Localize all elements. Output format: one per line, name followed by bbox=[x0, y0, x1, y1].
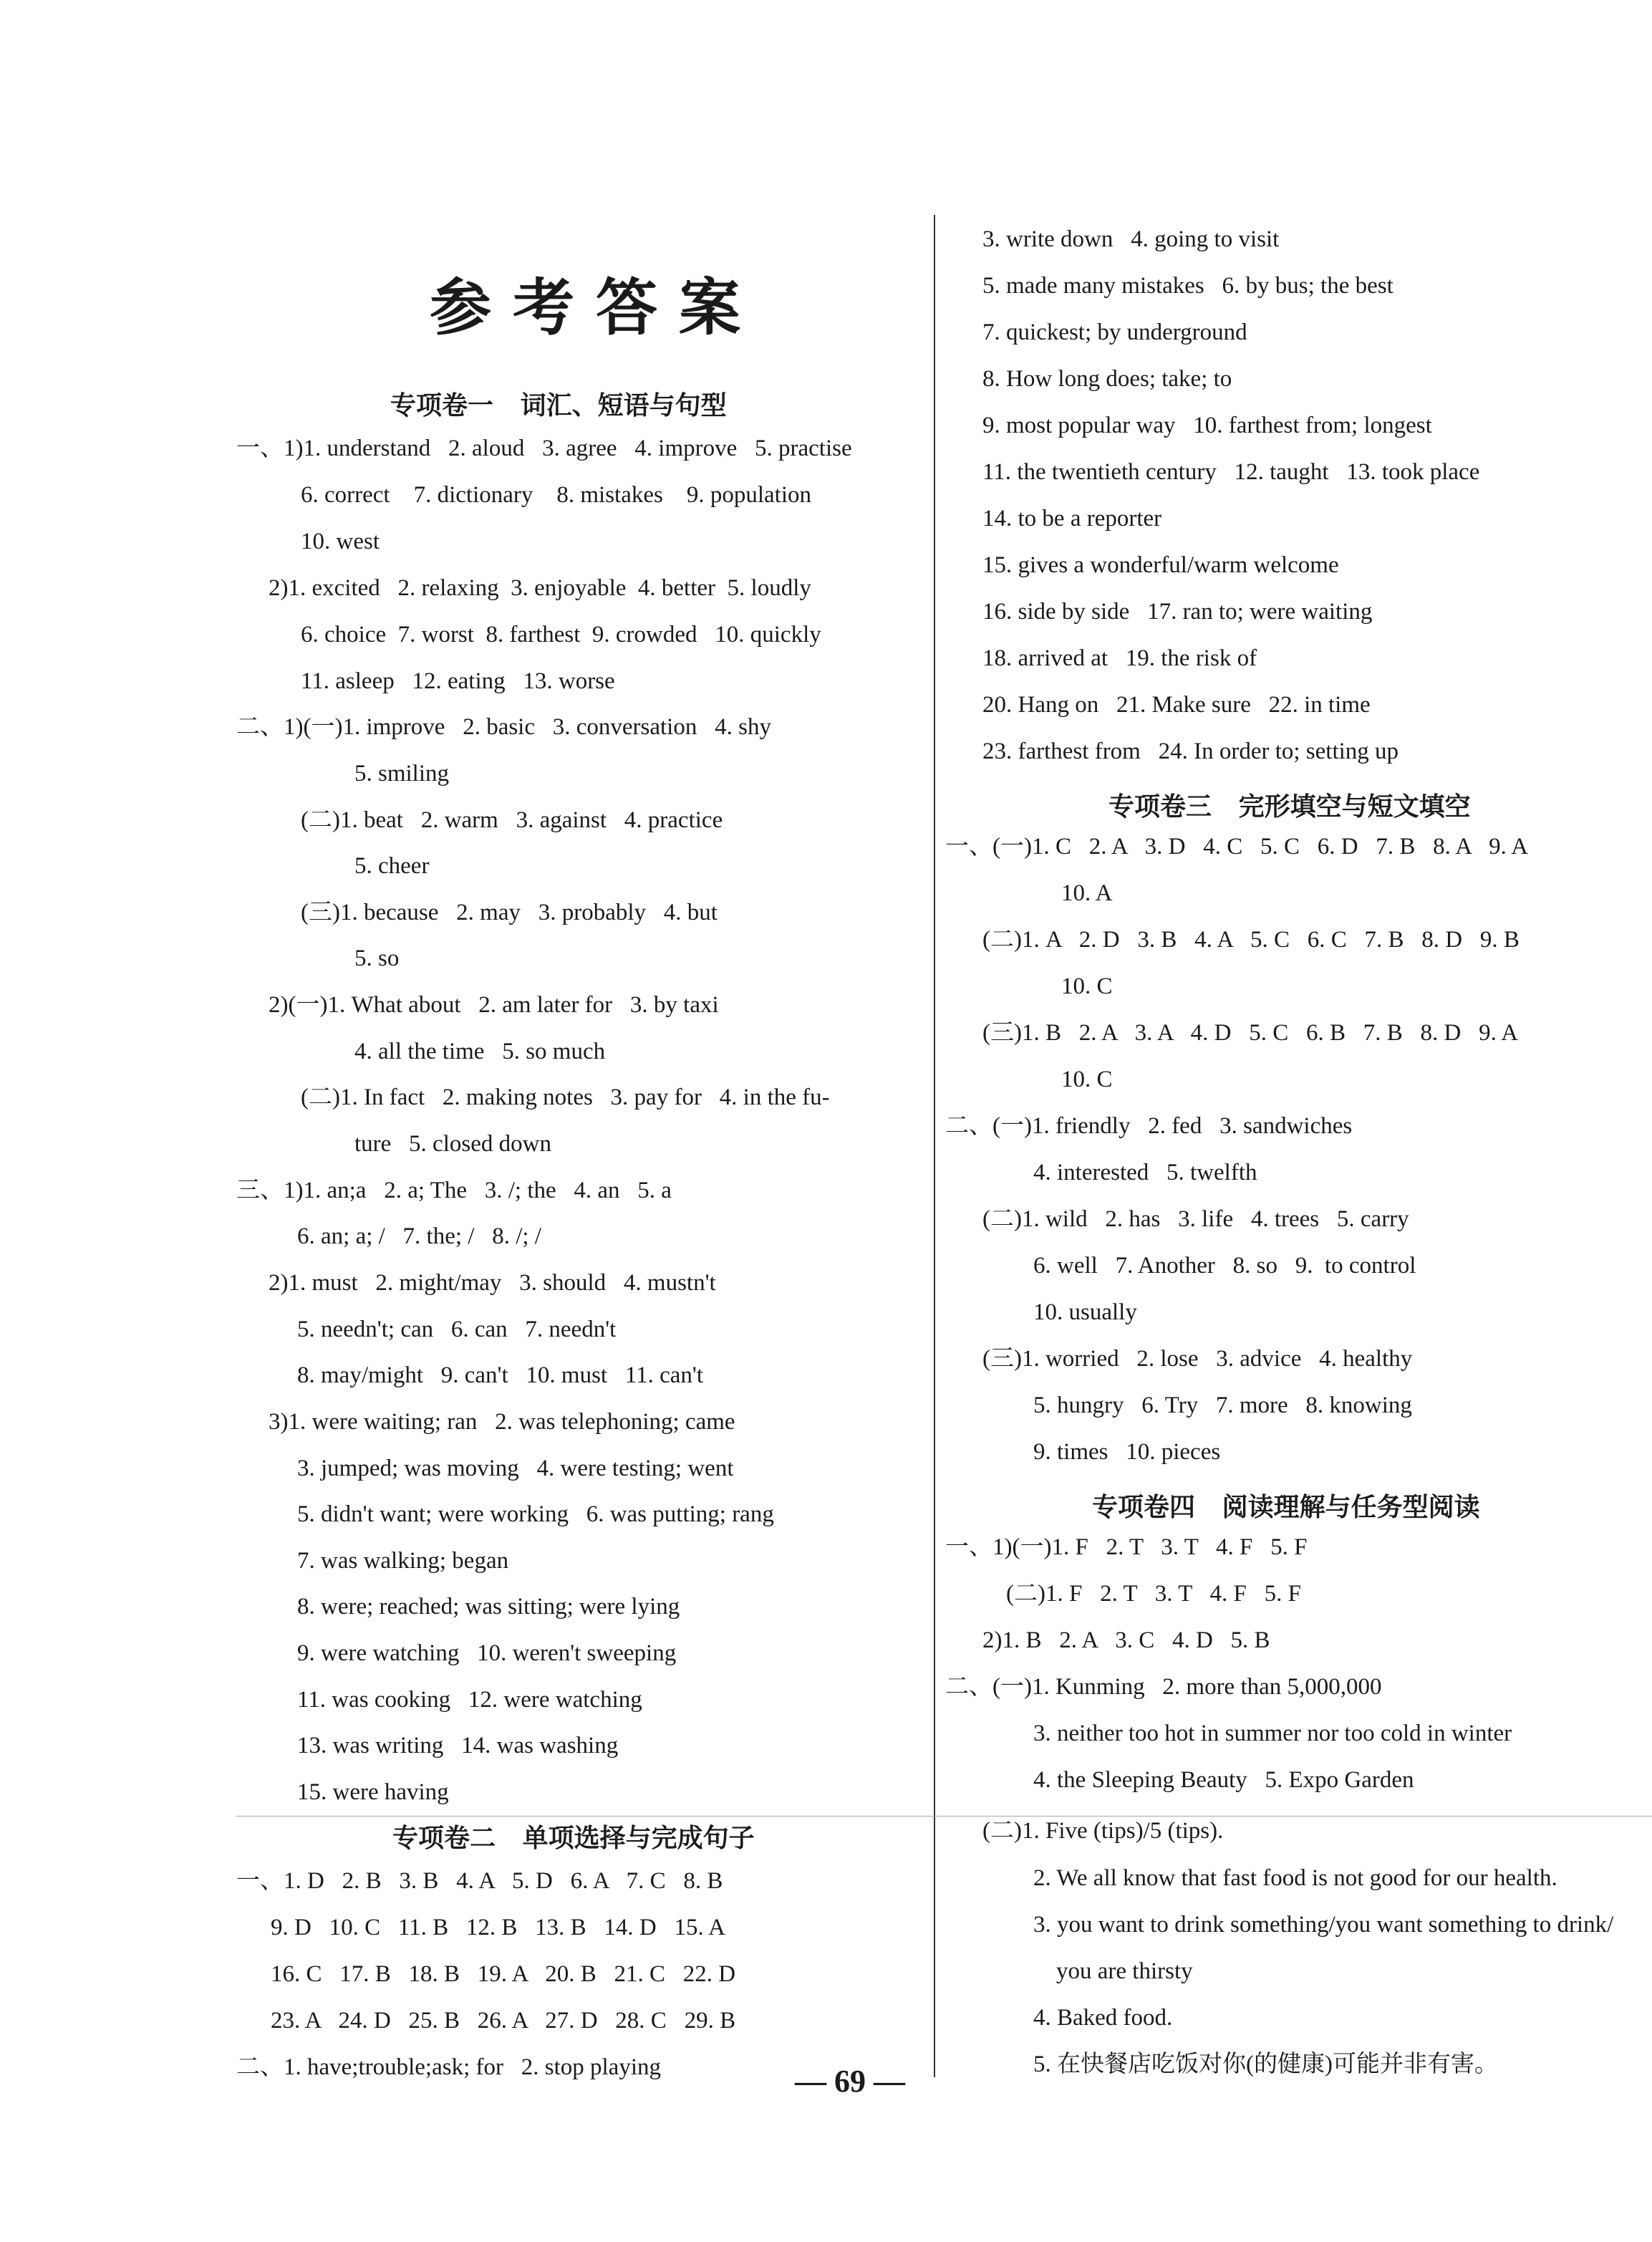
answer-line: 15. were having bbox=[297, 1779, 449, 1805]
answer-line: 9. times 10. pieces bbox=[1033, 1439, 1221, 1465]
section-divider bbox=[236, 1816, 1652, 1817]
answer-line: 5. so bbox=[354, 946, 400, 971]
answer-line: 5. cheer bbox=[354, 853, 430, 879]
answer-line: (二)1. In fact 2. making notes 3. pay for 4. in the fu- bbox=[301, 1084, 830, 1110]
answer-line: you are thirsty bbox=[1056, 1958, 1193, 1984]
answer-line: 11. the twentieth century 12. taught 13. took place bbox=[982, 459, 1480, 485]
answer-line: 23. A 24. D 25. B 26. A 27. D 28. C 29. B bbox=[271, 2008, 736, 2034]
page-number: — 69 — bbox=[795, 2064, 905, 2099]
answer-line: 16. C 17. B 18. B 19. A 20. B 21. C 22. D bbox=[271, 1961, 736, 1987]
answer-line: (三)1. B 2. A 3. A 4. D 5. C 6. B 7. B 8. D 9. A bbox=[982, 1020, 1519, 1046]
column-divider bbox=[934, 215, 935, 2077]
answer-line: 二、1)(一)1. improve 2. basic 3. conversation 4. shy bbox=[236, 714, 771, 740]
section-heading-2: 专项卷二 单项选择与完成句子 bbox=[392, 1824, 755, 1853]
answer-line: 一、1. D 2. B 3. B 4. A 5. D 6. A 7. C 8. B bbox=[236, 1868, 723, 1894]
answer-line: 2)(一)1. What about 2. am later for 3. by taxi bbox=[269, 992, 719, 1018]
answer-line: 10. C bbox=[1061, 1067, 1113, 1092]
section-heading-3: 专项卷三 完形填空与短文填空 bbox=[1108, 792, 1471, 822]
answer-line: 8. were; reached; was sitting; were lying bbox=[297, 1594, 680, 1620]
answer-line: 9. most popular way 10. farthest from; longest bbox=[982, 413, 1432, 438]
answer-line: 5. made many mistakes 6. by bus; the best bbox=[982, 273, 1393, 299]
answer-line: 一、1)(一)1. F 2. T 3. T 4. F 5. F bbox=[945, 1534, 1308, 1560]
answer-line: 4. interested 5. twelfth bbox=[1033, 1160, 1257, 1185]
answer-line: (三)1. because 2. may 3. probably 4. but bbox=[301, 900, 718, 925]
answer-line: 二、(一)1. Kunming 2. more than 5,000,000 bbox=[945, 1674, 1382, 1700]
answer-line: 6. an; a; / 7. the; / 8. /; / bbox=[297, 1223, 541, 1249]
answer-line: 2)1. excited 2. relaxing 3. enjoyable 4. better 5. loudly bbox=[269, 575, 811, 601]
answer-line: 3. neither too hot in summer nor too cold in winter bbox=[1033, 1721, 1512, 1746]
answer-line: 5. smiling bbox=[354, 761, 450, 786]
section-heading-4: 专项卷四 阅读理解与任务型阅读 bbox=[1092, 1493, 1480, 1522]
answer-line: 9. were watching 10. weren't sweeping bbox=[297, 1640, 677, 1666]
answer-line: 10. A bbox=[1061, 880, 1113, 906]
answer-line: 10. usually bbox=[1033, 1299, 1137, 1325]
answer-line: (三)1. worried 2. lose 3. advice 4. healthy bbox=[982, 1346, 1413, 1372]
answer-line: (二)1. wild 2. has 3. life 4. trees 5. carry bbox=[982, 1206, 1409, 1232]
answer-line: 4. the Sleeping Beauty 5. Expo Garden bbox=[1033, 1767, 1414, 1793]
answer-line: 6. well 7. Another 8. so 9. to control bbox=[1033, 1253, 1416, 1279]
answer-line: 3)1. were waiting; ran 2. was telephoning; came bbox=[269, 1409, 735, 1435]
answer-line: 5. 在快餐店吃饭对你(的健康)可能并非有害。 bbox=[1033, 2051, 1498, 2077]
answer-line: 11. was cooking 12. were watching bbox=[297, 1687, 642, 1713]
answer-line: 11. asleep 12. eating 13. worse bbox=[301, 668, 615, 694]
answer-line: 10. C bbox=[1061, 973, 1113, 999]
answer-line: 7. was walking; began bbox=[297, 1548, 509, 1574]
answer-line: 一、(一)1. C 2. A 3. D 4. C 5. C 6. D 7. B 8. A 9. A bbox=[945, 834, 1529, 860]
answer-line: 23. farthest from 24. In order to; setting up bbox=[982, 738, 1399, 764]
answer-line: 三、1)1. an;a 2. a; The 3. /; the 4. an 5. a bbox=[236, 1178, 672, 1203]
answer-line: ture 5. closed down bbox=[354, 1131, 551, 1157]
page-title: 参考答案 bbox=[430, 271, 762, 344]
answer-line: 18. arrived at 19. the risk of bbox=[982, 645, 1257, 671]
answer-line: 5. didn't want; were working 6. was putting; rang bbox=[297, 1501, 774, 1527]
answer-line: 2)1. B 2. A 3. C 4. D 5. B bbox=[982, 1627, 1270, 1653]
answer-line: 9. D 10. C 11. B 12. B 13. B 14. D 15. A bbox=[271, 1915, 725, 1940]
answer-line: 一、1)1. understand 2. aloud 3. agree 4. improve 5. practise bbox=[236, 436, 852, 461]
answer-line: 14. to be a reporter bbox=[982, 506, 1162, 531]
answer-line: 15. gives a wonderful/warm welcome bbox=[982, 552, 1339, 578]
answer-line: (二)1. beat 2. warm 3. against 4. practice bbox=[301, 807, 723, 833]
answer-line: 6. choice 7. worst 8. farthest 9. crowded 10. quickly bbox=[301, 622, 821, 648]
answer-line: 13. was writing 14. was washing bbox=[297, 1733, 619, 1759]
section-heading-1: 专项卷一 词汇、短语与句型 bbox=[390, 391, 727, 420]
answer-line: (二)1. F 2. T 3. T 4. F 5. F bbox=[1006, 1581, 1301, 1607]
answer-line: 10. west bbox=[301, 529, 380, 554]
answer-line: 2. We all know that fast food is not good for our health. bbox=[1033, 1865, 1557, 1891]
answer-line: 3. you want to drink something/you want something to drink/ bbox=[1033, 1912, 1614, 1938]
answer-line: 7. quickest; by underground bbox=[982, 319, 1247, 345]
answer-line: (二)1. Five (tips)/5 (tips). bbox=[982, 1818, 1224, 1844]
answer-line: 二、(一)1. friendly 2. fed 3. sandwiches bbox=[945, 1113, 1353, 1139]
answer-line: 二、1. have;trouble;ask; for 2. stop playing bbox=[236, 2054, 661, 2080]
answer-line: 8. may/might 9. can't 10. must 11. can't bbox=[297, 1362, 704, 1388]
answer-line: 20. Hang on 21. Make sure 22. in time bbox=[982, 692, 1371, 718]
answer-line: 16. side by side 17. ran to; were waiting bbox=[982, 599, 1373, 625]
answer-line: 3. write down 4. going to visit bbox=[982, 226, 1280, 252]
answer-line: 3. jumped; was moving 4. were testing; went bbox=[297, 1456, 734, 1481]
answer-line: 5. needn't; can 6. can 7. needn't bbox=[297, 1317, 617, 1342]
answer-line: 4. Baked food. bbox=[1033, 2005, 1173, 2031]
answer-line: 2)1. must 2. might/may 3. should 4. mustn't bbox=[269, 1270, 716, 1296]
answer-line: 5. hungry 6. Try 7. more 8. knowing bbox=[1033, 1392, 1412, 1418]
answer-line: 6. correct 7. dictionary 8. mistakes 9. population bbox=[301, 482, 812, 508]
answer-line: 8. How long does; take; to bbox=[982, 366, 1232, 392]
answer-line: 4. all the time 5. so much bbox=[354, 1039, 606, 1064]
answer-line: (二)1. A 2. D 3. B 4. A 5. C 6. C 7. B 8. D 9. B bbox=[982, 927, 1520, 953]
